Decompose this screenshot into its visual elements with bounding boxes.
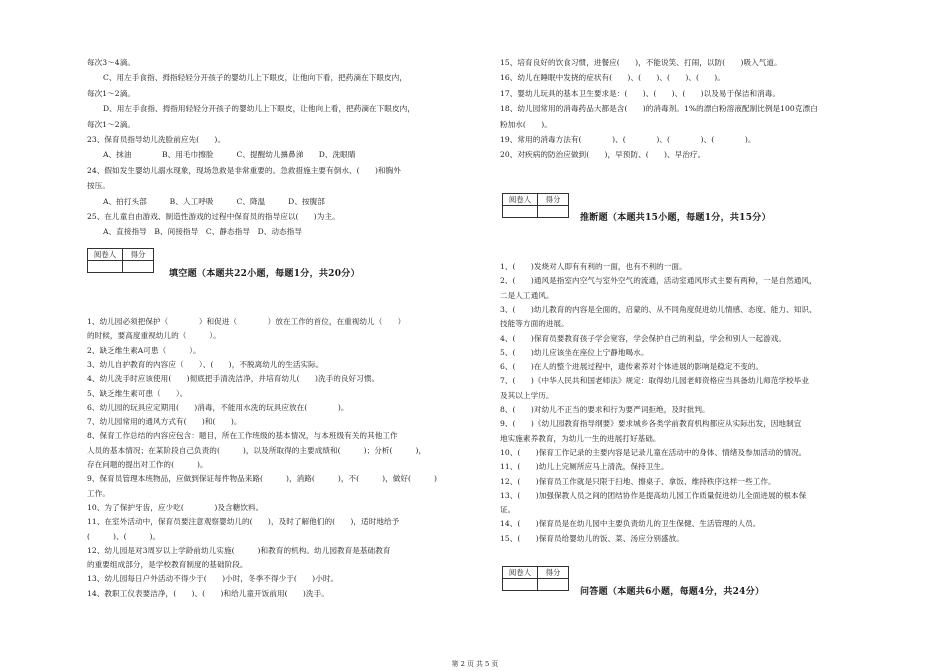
question-line: 13、( )加强保教人员之间的团结协作是提高幼儿园工作质量促进幼儿全面进展的根本保 — [500, 490, 807, 500]
question-line: 11、( )幼儿上完厕所应马上清洗，保持卫生。 — [500, 462, 669, 472]
question-line: 5、缺乏维生素可患（ ）。 — [87, 388, 188, 398]
question-line: 的时候，要高度重视幼儿的（ ）。 — [87, 331, 221, 341]
question-line: 及其以上学历。 — [500, 390, 554, 400]
question-line: 5、( )幼儿应该坐在座位上宁静地喝水。 — [500, 347, 649, 357]
score-cell[interactable] — [538, 206, 569, 218]
score-cell[interactable] — [123, 261, 154, 273]
question-line: 4、( )保育员要教育孩子学会宽容，学会保护自己的利益，学会和别人一起游戏。 — [500, 333, 787, 343]
question-line: 每次1～2滴。 — [87, 119, 135, 129]
question-line: 24、假如发生婴幼儿溺水现象，现场急救是非常重要的。急救措施主要有倒水、( )和胸外 — [87, 165, 401, 175]
score-label: 得分 — [123, 249, 154, 261]
question-line: 12、( )保育员工作就是只限于扫地、擦桌子、拿饭、维持秩序这样一些工作。 — [500, 476, 776, 486]
question-line: 9、( )《幼儿园教育指导纲要》要求城乡各类学前教育机构都应从实际出发，因地制宜 — [500, 419, 802, 429]
question-line: 7、( )《中华人民共和国老师法》规定：取得幼儿园老师资格应当具备幼儿师范学校毕业 — [500, 376, 810, 386]
essay-section-title: 问答题（本题共6小题，每题4分，共24分） — [580, 587, 765, 597]
question-line: D、用左手食指、拇指用轻轻分开孩子的婴幼儿上下眼皮，让他向上看，把药滴在下眼皮内， — [103, 104, 415, 114]
question-line: C、用左手食指、拇指轻轻分开孩子的婴幼儿上下眼皮，让他向下看，把药滴在下眼皮内， — [103, 73, 407, 83]
question-line: 6、幼儿园的玩具应定期用( )消毒，不能用水洗的玩具应放在( )。 — [87, 402, 349, 412]
question-line: 12、幼儿园是对3周岁以上学龄前幼儿实施( )和教育的机构。幼儿园教育是基础教育 — [87, 545, 391, 555]
question-line: 二是人工通风。 — [500, 290, 554, 300]
score-label: 得分 — [538, 567, 569, 579]
question-line: ( )、( )。 — [87, 531, 161, 541]
question-line: 粉加水( )。 — [500, 119, 552, 129]
question-line: 1、( )发烧对人即有有利的一面，也有不利的一面。 — [500, 262, 687, 271]
question-line: 工作。 — [87, 488, 110, 498]
question-line: 14、( )保育员是在幼儿园中主要负责幼儿的卫生保健、生活管理的人员。 — [500, 519, 761, 529]
question-line: 20、对疾病的防治应做到( )，早预防、( )、早治疗。 — [500, 150, 706, 160]
fill-section-title: 填空题（本题共22小题，每题1分，共20分） — [169, 269, 360, 279]
question-line: 的重要组成部分，是学校教育制度的基础阶段。 — [87, 560, 248, 570]
score-label: 得分 — [538, 194, 569, 206]
question-line: 3、( )幼儿教育的内容是全面的，启蒙的、从不同角度促进幼儿情感、态度、能力、知识、 — [500, 304, 817, 314]
question-line: 11、在室外活动中，保育员要注意观察婴幼儿的( )，及时了解他们的( )，适时地给予 — [87, 517, 400, 527]
question-line: 按压。 — [87, 181, 110, 191]
reviewer-label: 阅卷人 — [503, 194, 538, 206]
question-line: 8、保育工作总结的内容应包含：题目，所在工作班级的基本情况，与本班级有关的其他工作 — [87, 431, 398, 441]
reviewer-label: 阅卷人 — [88, 249, 123, 261]
question-line: 人员的基本情况；在某阶段自己负责的( )，以及所取得的主要成绩和( )；分析( )， — [87, 445, 427, 455]
question-line: 9、保育员管理本班物品，应做到保证每件物品来路( )，消路( )，不( )，做好( ) — [87, 474, 438, 484]
judge-section-title: 推断题（本题共15小题，每题1分，共15分） — [580, 213, 771, 223]
question-line: 14、教职工仪表要洁净，( )、( )和给儿童开饭前用( )洗手。 — [87, 588, 329, 598]
question-line: 19、常用的消毒方法有( )、( )、( )、( )。 — [500, 135, 756, 144]
question-line: 13、幼儿园每日户外活动不得少于( )小时，冬季不得少于( )小时。 — [87, 574, 339, 584]
question-line: 每次1～2滴。 — [87, 88, 135, 98]
score-cell[interactable] — [538, 579, 569, 591]
question-line: 10、为了保护牙齿，应少吃( )及含糖饮料。 — [87, 502, 264, 512]
question-line: 技能等方面的进展。 — [500, 319, 569, 329]
question-line: 15、培育良好的饮食习惯，进餐应( )，不能说笑、打闹，以防( )吸入气道。 — [500, 58, 782, 67]
question-line: 15、( )保育员给婴幼儿的饭、菜、汤应分别盛放。 — [500, 533, 684, 543]
question-line: 16、幼儿在睡眠中发挠的症状有( )、( )、( )、( )。 — [500, 73, 725, 83]
question-line: 17、婴幼儿玩具的基本卫生要求是：( )、( )、( )以及易于保洁和消毒。 — [500, 88, 781, 98]
question-line: 4、幼儿洗手时应该使用( )彻底把手清洗洁净，并培育幼儿( )洗手的良好习惯。 — [87, 374, 380, 384]
question-line: 地实施素养教育，为幼儿一生的进展打好基础。 — [500, 433, 661, 443]
score-box-judge — [502, 193, 569, 218]
question-line: 2、( )通风是指室内空气与室外空气的流通，活动室通风形式主要有两种，一是自然通风， — [500, 276, 817, 286]
question-line: A、拍打头部 B、人工呼吸 C、降温 D、按腹部 — [103, 196, 325, 206]
question-line: 18、幼儿园常用的消毒药品大都是含( )的消毒剂。1%的漂白粉溶液配制比例是100克漂白 — [500, 104, 818, 114]
question-line: 证。 — [500, 505, 516, 515]
reviewer-cell[interactable] — [503, 579, 538, 591]
question-line: 2、缺乏维生素A可患（ ）。 — [87, 345, 201, 355]
question-line: 23、保育员指导幼儿洗脸前应先( )。 — [87, 135, 226, 144]
question-line: 7、幼儿园常用的通风方式有( )和( )。 — [87, 417, 242, 427]
question-line: 8、( )对幼儿不正当的要求和行为要严词拒绝，及时批判。 — [500, 405, 710, 414]
question-line: 25、在儿童自由游戏、制造性游戏的过程中保育员的指导应以( )为主。 — [87, 212, 340, 221]
question-line: A、直接指导 B、间接指导 C、静态指导 D、动态指导 — [103, 227, 302, 237]
reviewer-cell[interactable] — [503, 206, 538, 218]
question-line: 6、( )在人的整个进展过程中，遗传素养对个体进展的影响是稳定不变的。 — [500, 362, 764, 372]
score-box-fill — [87, 248, 154, 273]
question-line: 1、幼儿园必须把保护（ ）和促进（ ）放在工作的首位，在重视幼儿（ ） — [87, 317, 406, 326]
score-box-essay — [502, 566, 569, 591]
question-line: 存在问题的提出对工作的( )。 — [87, 460, 208, 469]
reviewer-label: 阅卷人 — [503, 567, 538, 579]
question-line: 每次3～4滴。 — [87, 58, 135, 67]
page-footer: 第 2 页 共 5 页 — [451, 660, 499, 668]
question-line: 10、( )保育工作记录的主要内容是记录儿童在活动中的身体、情绪及参加活动的情况。 — [500, 447, 807, 457]
question-line: 3、幼儿自护教育的内容应（ ）、( )，不脱离幼儿的生活实际。 — [87, 359, 324, 369]
question-line: A、抹油 B、用毛巾擦脸 C、提醒幼儿擤鼻涕 D、洗眼睛 — [103, 150, 356, 160]
reviewer-cell[interactable] — [88, 261, 123, 273]
